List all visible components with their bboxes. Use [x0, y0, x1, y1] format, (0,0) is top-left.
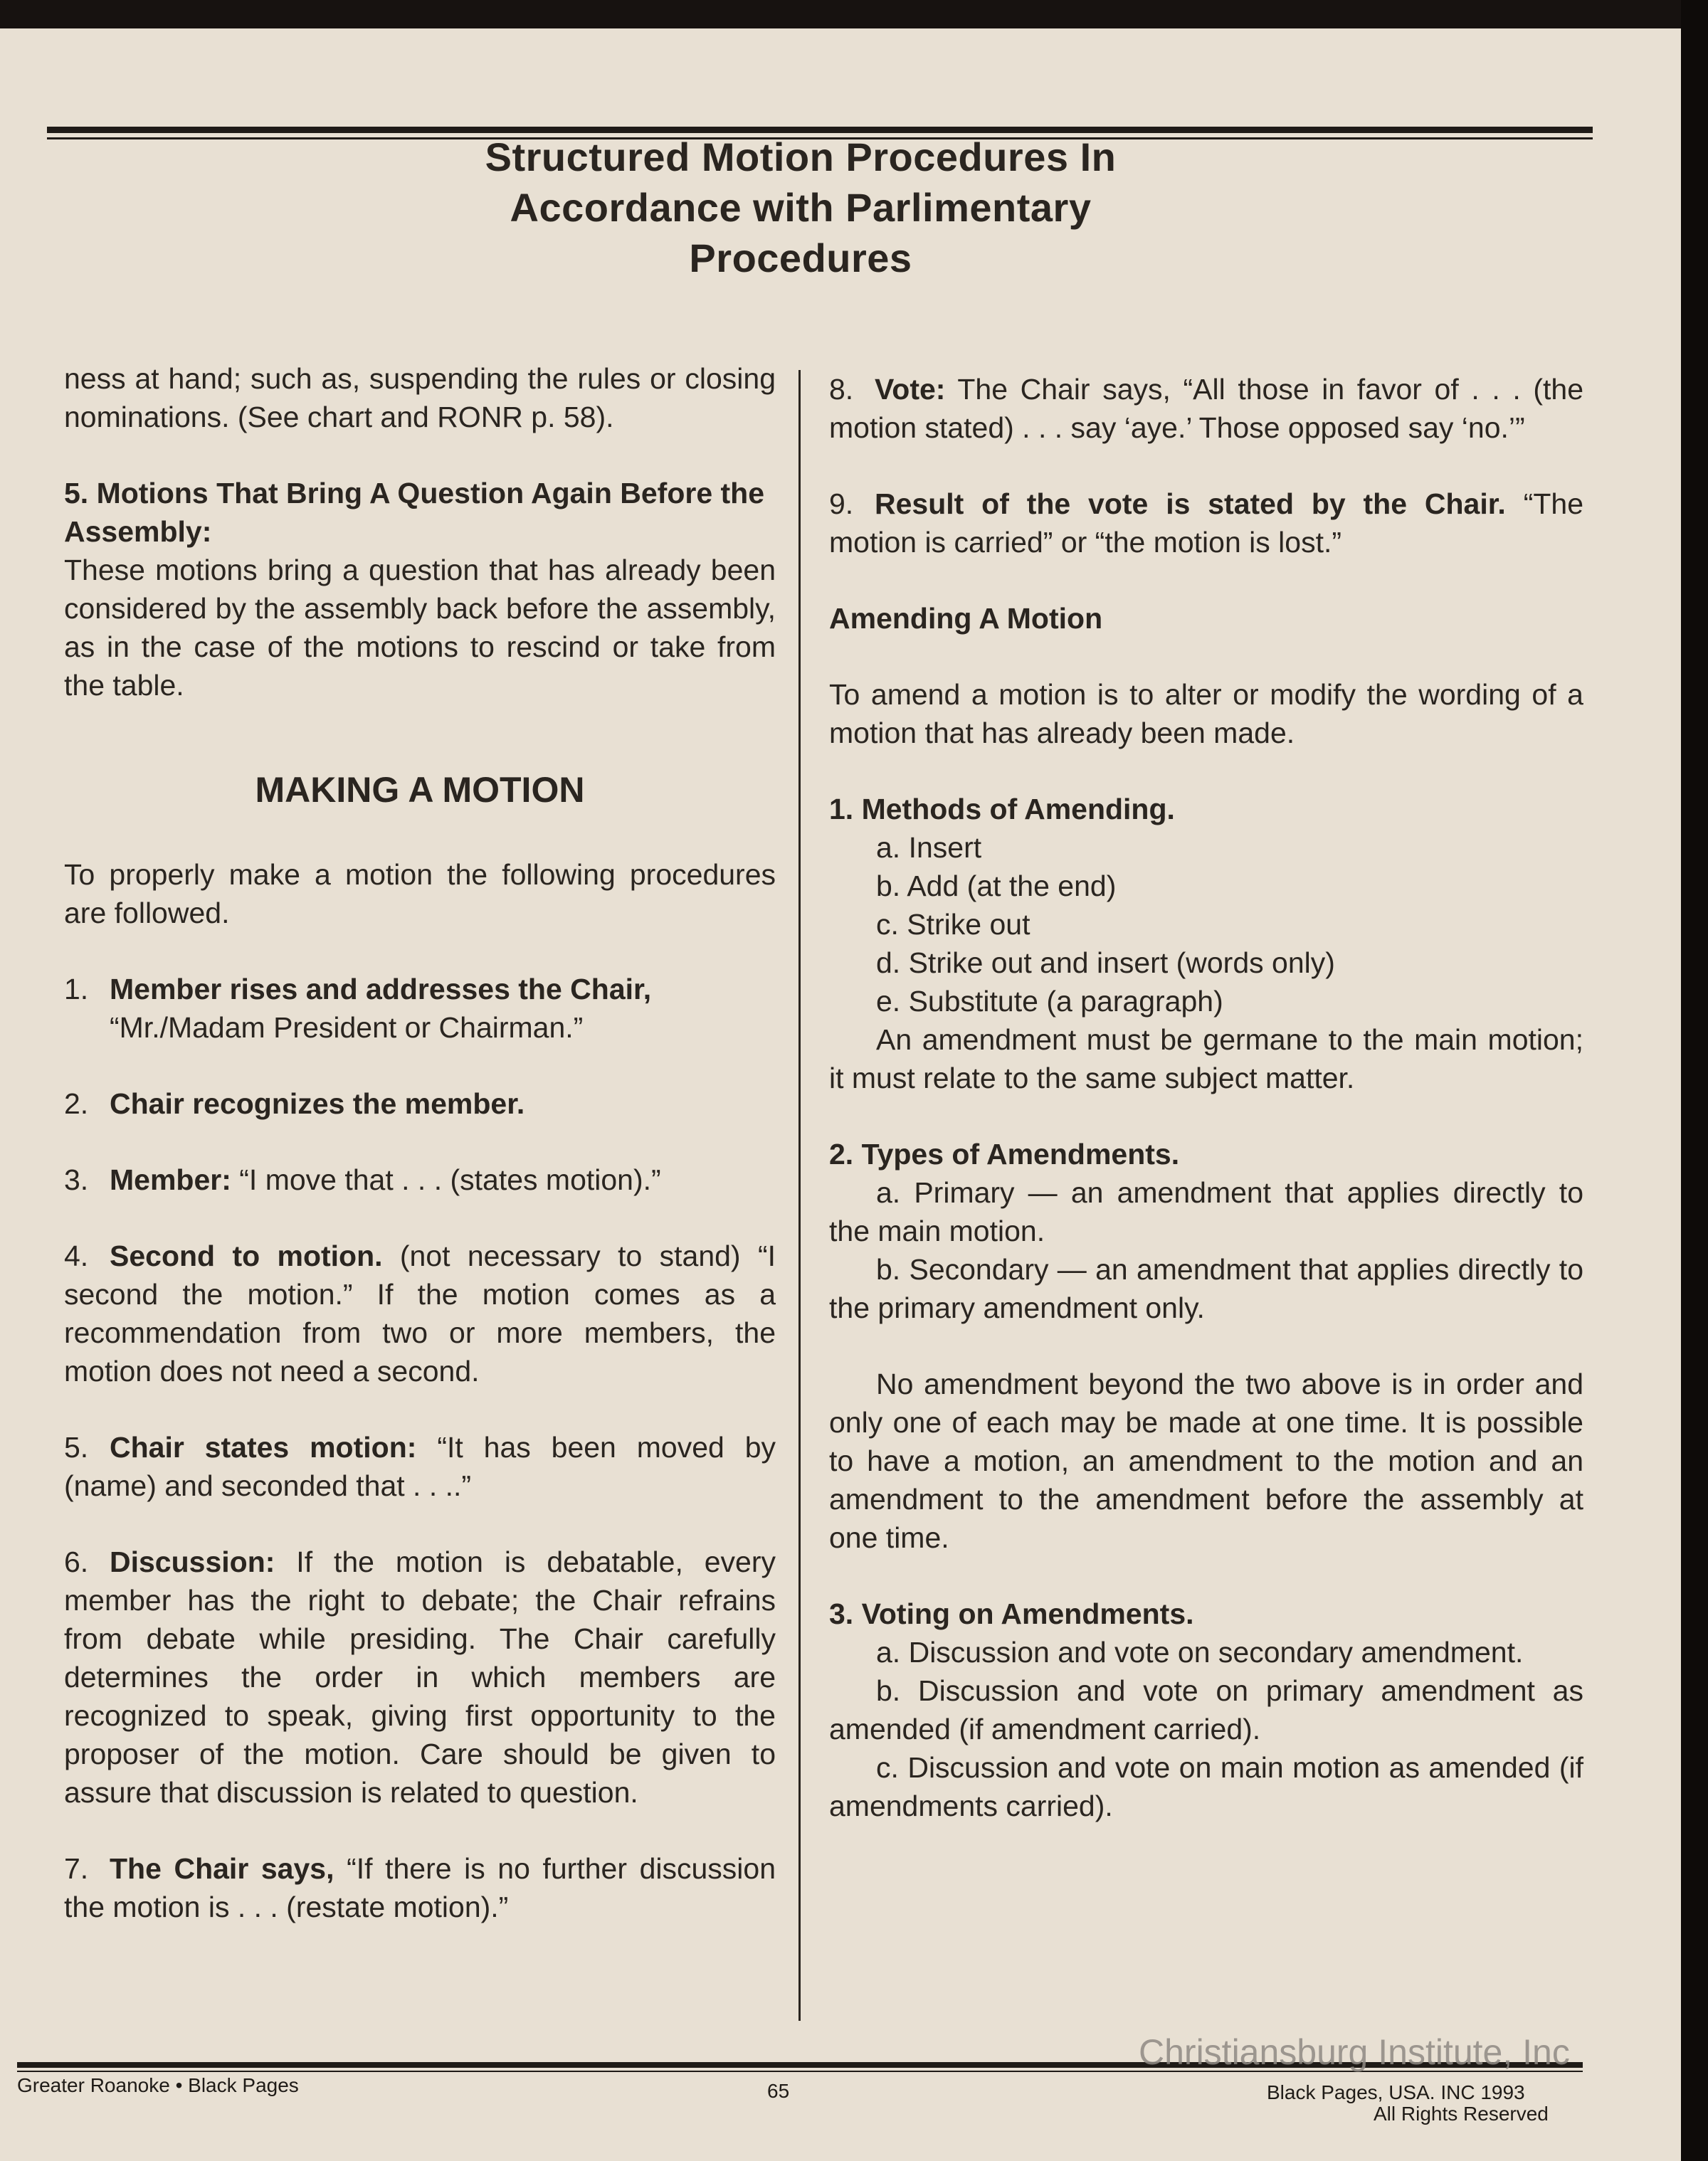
- voting-item: c. Discussion and vote on main motion as amended (if amendments carried).: [829, 1751, 1583, 1822]
- motion-class-5: [64, 474, 776, 704]
- amending-heading: Amending A Motion: [829, 602, 1103, 635]
- methods-of-amending: [829, 790, 1583, 1097]
- step-5-text: “It has been moved by (name) and seconded that . . ..”: [64, 1431, 776, 1502]
- footer-copyright-line2: All Rights Reserved: [1374, 2103, 1549, 2125]
- methods-heading: 1. Methods of Amending.: [829, 793, 1175, 825]
- step-1-number: 1.: [64, 973, 89, 1005]
- method-item: a. Insert: [876, 831, 982, 864]
- step-4-label: Second to motion.: [110, 1240, 383, 1272]
- step-5-label: Chair states motion:: [110, 1431, 417, 1464]
- left-column: [64, 359, 776, 1964]
- step-8: [829, 370, 1583, 447]
- page-title: [285, 132, 1317, 283]
- step-1-label: Member rises and addresses the Chair,: [110, 973, 652, 1005]
- title-line-2: Accordance with Parlimentary: [510, 185, 1092, 230]
- step-7-number: 7.: [64, 1852, 89, 1885]
- watermark: Christiansburg Institute, Inc: [1139, 2032, 1570, 2072]
- voting-item: a. Discussion and vote on secondary amendment.: [876, 1636, 1524, 1669]
- method-item: e. Substitute (a paragraph): [876, 985, 1223, 1018]
- step-7: [64, 1849, 776, 1926]
- step-9-text: “The motion is carried” or “the motion is lost.”: [829, 487, 1583, 559]
- step-4: [64, 1237, 776, 1390]
- type-item: a. Primary — an amendment that applies directly to the main motion.: [829, 1176, 1583, 1247]
- title-line-3: Procedures: [689, 236, 912, 280]
- step-8-text: The Chair says, “All those in favor of . . . (the motion stated) . . . say ‘aye.’ Those opposed say ‘no.’”: [829, 373, 1583, 444]
- types-note: No amendment beyond the two above is in order and only one of each may be made at one time. It is possible to have a motion, an amendment to the motion and an amendment to the amendment before the assembly at one time.: [829, 1368, 1583, 1554]
- motion-class-5-heading: 5. Motions That Bring A Question Again Before the Assembly:: [64, 477, 765, 548]
- voting-item: b. Discussion and vote on primary amendment as amended (if amendment carried).: [829, 1674, 1583, 1745]
- step-6: [64, 1543, 776, 1812]
- types-of-amendments: [829, 1135, 1583, 1327]
- step-3-number: 3.: [64, 1163, 89, 1196]
- column-divider: [798, 370, 801, 2021]
- title-line-1: Structured Motion Procedures In: [485, 134, 1117, 179]
- right-column: [829, 370, 1583, 1863]
- step-8-number: 8.: [829, 373, 854, 406]
- step-2: [64, 1084, 776, 1123]
- type-item: b. Secondary — an amendment that applies directly to the primary amendment only.: [829, 1253, 1583, 1324]
- section-heading-making-motion: MAKING A MOTION: [255, 770, 585, 810]
- types-heading: 2. Types of Amendments.: [829, 1138, 1180, 1171]
- step-7-text: “If there is no further discussion the motion is . . . (restate motion).”: [64, 1852, 776, 1923]
- step-6-number: 6.: [64, 1546, 89, 1578]
- step-4-number: 4.: [64, 1240, 89, 1272]
- page-edge-shadow: [1681, 0, 1708, 2161]
- method-item: c. Strike out: [876, 908, 1030, 941]
- step-6-label: Discussion:: [110, 1546, 275, 1578]
- step-9-number: 9.: [829, 487, 854, 520]
- step-2-label: Chair recognizes the member.: [110, 1087, 525, 1120]
- method-item: d. Strike out and insert (words only): [876, 946, 1335, 979]
- voting-heading: 3. Voting on Amendments.: [829, 1597, 1194, 1630]
- step-9: [829, 485, 1583, 561]
- step-3-text: “I move that . . . (states motion).”: [239, 1163, 661, 1196]
- step-7-label: The Chair says,: [110, 1852, 334, 1885]
- amending-intro: To amend a motion is to alter or modify the wording of a motion that has already been made.: [829, 678, 1583, 749]
- step-2-number: 2.: [64, 1087, 89, 1120]
- voting-on-amendments: [829, 1595, 1583, 1825]
- step-4-text: (not necessary to stand) “I second the motion.” If the motion comes as a recommendation from two or more members, the motion does not need a second.: [64, 1240, 776, 1388]
- continued-text: ness at hand; such as, suspending the rules or closing nominations. (See chart and RONR p. 58).: [64, 362, 776, 433]
- step-1: [64, 970, 776, 1047]
- step-3: [64, 1161, 776, 1199]
- footer-publication: Greater Roanoke • Black Pages: [17, 2074, 299, 2096]
- motion-class-5-body: These motions bring a question that has already been considered by the assembly back before the assembly, as in the case of the motions to rescind or take from the table.: [64, 554, 776, 702]
- footer-page-number: 65: [767, 2080, 790, 2102]
- making-motion-intro: To properly make a motion the following procedures are followed.: [64, 858, 776, 929]
- methods-note: An amendment must be germane to the main motion; it must relate to the same subject matter.: [829, 1023, 1583, 1094]
- step-6-text: If the motion is debatable, every member has the right to debate; the Chair refrains from debate while presiding. The Chair carefully determines the order in which members are recognized to speak, giving first opportunity to the proposer of the motion. Care should be given to assure that discussion is related to question.: [64, 1546, 776, 1809]
- step-3-label: Member:: [110, 1163, 231, 1196]
- step-8-label: Vote:: [875, 373, 946, 406]
- step-9-label: Result of the vote is stated by the Chair.: [875, 487, 1506, 520]
- step-5: [64, 1428, 776, 1505]
- step-5-number: 5.: [64, 1431, 89, 1464]
- footer-copyright-line1: Black Pages, USA. INC 1993: [1267, 2081, 1525, 2103]
- method-item: b. Add (at the end): [876, 870, 1117, 902]
- step-1-text: “Mr./Madam President or Chairman.”: [110, 1011, 584, 1044]
